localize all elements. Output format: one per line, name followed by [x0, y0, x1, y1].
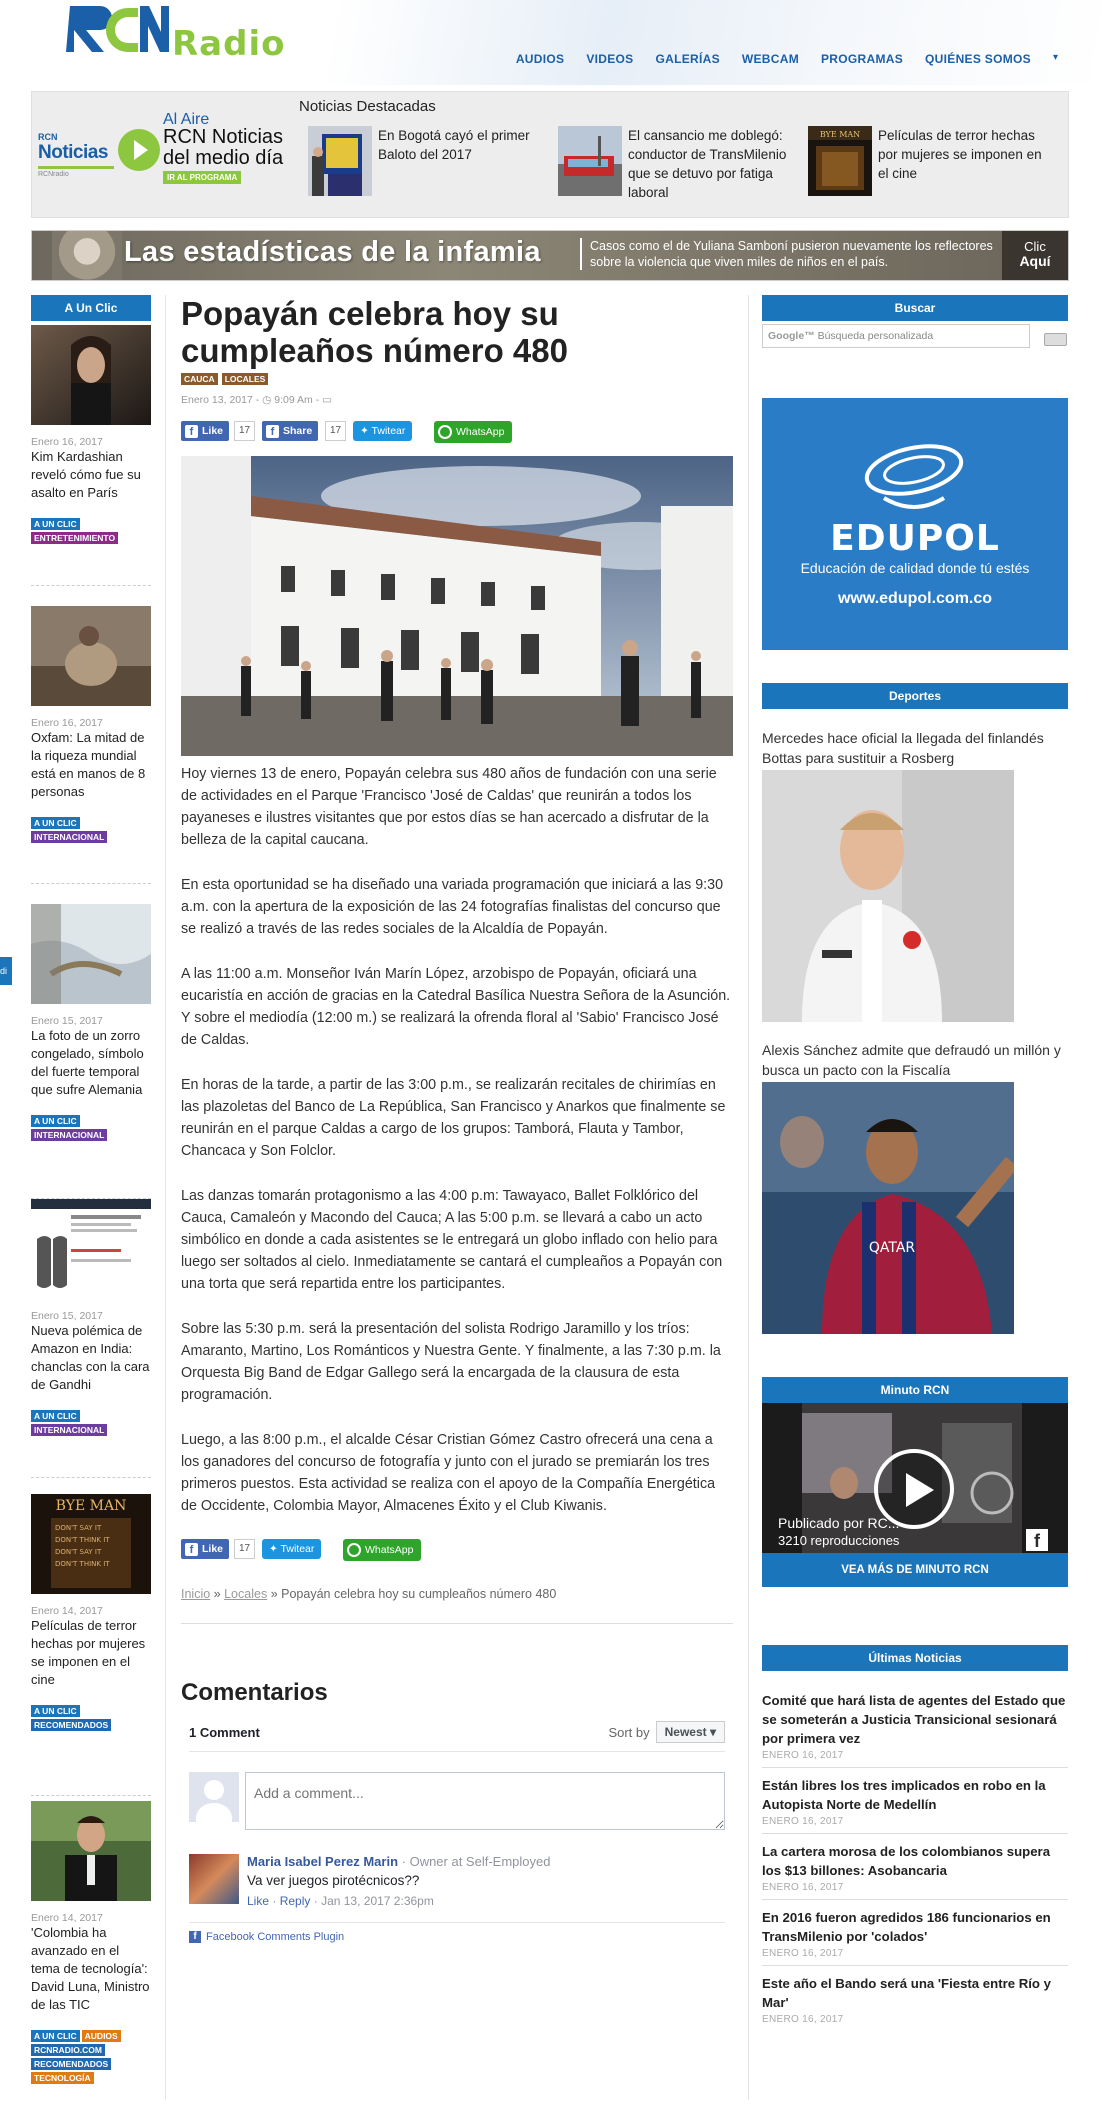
- facebook-icon: f: [185, 1543, 198, 1556]
- commenter-name[interactable]: Maria Isabel Perez Marin: [247, 1854, 399, 1869]
- ver-mas-button[interactable]: VEA MÁS DE MINUTO RCN: [762, 1553, 1068, 1587]
- featured-item[interactable]: [558, 126, 798, 198]
- fb-like-button[interactable]: f Like: [181, 1539, 229, 1559]
- tag-audios[interactable]: AUDIOS: [82, 2030, 121, 2042]
- site-header: [0, 0, 1102, 85]
- banner-cta-top: Clic: [1024, 239, 1046, 254]
- banner-cta-bottom: Aquí: [1019, 253, 1051, 269]
- tag-a-un-clic[interactable]: A UN CLIC: [31, 1705, 80, 1717]
- news-date: ENERO 16, 2017: [762, 1750, 844, 1761]
- comment-count: 1 Comment: [189, 1724, 260, 1740]
- comment-time[interactable]: Jan 13, 2017 2:36pm: [321, 1894, 434, 1908]
- brand-small: RCN: [38, 132, 58, 142]
- sports-item-title[interactable]: Alexis Sánchez admite que defraudó un millón y busca un pacto con la Fiscalía: [762, 1042, 1061, 1078]
- column-divider: [748, 295, 749, 2100]
- item-thumbnail-image: [31, 904, 151, 1004]
- tag-recomendados[interactable]: RECOMENDADOS: [31, 1719, 111, 1731]
- featured-item[interactable]: [308, 126, 548, 198]
- logo-radio-text: Radio: [172, 24, 286, 64]
- sort-label: Sort by: [608, 1724, 650, 1740]
- fb-share-button[interactable]: f Share: [262, 421, 318, 441]
- twitter-button[interactable]: ✦ Twitear: [353, 421, 412, 441]
- sort-select[interactable]: Newest ▾: [656, 1721, 725, 1743]
- edupol-logo-icon: [854, 438, 974, 518]
- featured-item-text: En Bogotá cayó el primer Baloto del 2017: [378, 128, 530, 162]
- tag-a-un-clic[interactable]: A UN CLIC: [31, 1410, 80, 1422]
- banner-photo: [52, 231, 122, 281]
- like-count: 17: [234, 421, 255, 441]
- featured-item-text: El cansancio me doblegó: conductor de TransMilenio que se detuvo por fatiga laboral: [628, 128, 787, 200]
- sports-item-image: [762, 1082, 1014, 1334]
- twitter-icon: ✦: [269, 1543, 281, 1555]
- divider: [31, 1477, 151, 1478]
- list-item[interactable]: [31, 606, 151, 843]
- article-paragraph: A las 11:00 a.m. Monseñor Iván Marín López, arzobispo de Popayán, oficiará una eucaristía en acción de gracias en la Catedral Basílica Nuestra Señora de la Asunción. Y sobre el mediodía (12:00 m.) se realizará la ofrenda floral al 'Sabio' Francisco José de Caldas.: [181, 966, 731, 1048]
- facebook-icon: f: [185, 425, 198, 438]
- clock-icon: - ◷: [255, 394, 275, 406]
- comment-text: Va ver juegos pirotécnicos??: [247, 1873, 420, 1888]
- article-date: Enero 13, 2017: [181, 394, 253, 406]
- item-date: Enero 14, 2017: [31, 1605, 103, 1617]
- minuto-rcn-widget: [762, 1377, 1068, 1587]
- nav-webcam[interactable]: WEBCAM: [741, 52, 799, 66]
- article-paragraph: En esta oportunidad se ha diseñado una variada programación que iniciará a las 9:30 a.m. con la apertura de la exposición de las 24 fotografías finalistas del concurso que se realizó a través de las redes sociales de la Alcaldía de Popayán.: [181, 877, 724, 937]
- breadcrumb: Inicio » Locales » Popayán celebra hoy su cumpleaños número 480: [181, 1587, 557, 1601]
- svg-text:DON'T SAY IT: DON'T SAY IT: [55, 1548, 102, 1556]
- video-publisher: Publicado por RC...: [778, 1515, 900, 1531]
- list-item[interactable]: [31, 1199, 151, 1436]
- article-paragraph: Luego, a las 8:00 p.m., el alcalde César Cristian Gómez Castro ofrecerá una cena a los ganadores del concurso de fotografía y junto con el jurado se premiarán los tres primeros puestos. Esta actividad se realiza con el apoyo de la Compañía Energética de Occidente, Colombia Mayor, Almacenes Éxito y el Club Kiwanis.: [181, 1432, 716, 1514]
- featured-thumb-image: [558, 126, 622, 196]
- tag-internacional[interactable]: INTERNACIONAL: [31, 831, 107, 843]
- list-item[interactable]: [762, 1966, 1068, 2031]
- comments-title: Comentarios: [181, 1679, 328, 1706]
- divider: [31, 883, 151, 884]
- item-title[interactable]: Kim Kardashian reveló cómo fue su asalto en París: [31, 449, 141, 500]
- comment-icon: - ▭: [315, 394, 333, 406]
- svg-text:DON'T THINK IT: DON'T THINK IT: [55, 1560, 110, 1568]
- ad-slogan: Educación de calidad donde tú estés: [800, 560, 1030, 576]
- svg-text:DON'T SAY IT: DON'T SAY IT: [55, 1524, 102, 1532]
- list-item[interactable]: [31, 904, 151, 1141]
- comment-reply-link[interactable]: Reply: [279, 1894, 311, 1908]
- tag-tecnologia[interactable]: TECNOLOGÍA: [31, 2072, 94, 2084]
- whatsapp-icon: [347, 1543, 361, 1557]
- news-date: ENERO 16, 2017: [762, 1882, 844, 1893]
- tag-internacional[interactable]: INTERNACIONAL: [31, 1129, 107, 1141]
- video-views: 3210 reproducciones: [778, 1533, 900, 1548]
- svg-text:BYE MAN: BYE MAN: [55, 1498, 127, 1514]
- share-count: 17: [325, 421, 346, 441]
- item-thumbnail-image: [31, 325, 151, 425]
- campaign-banner[interactable]: [31, 230, 1069, 281]
- divider: [31, 585, 151, 586]
- divider: [181, 1623, 733, 1624]
- user-avatar: [189, 1772, 239, 1822]
- breadcrumb-section[interactable]: Locales: [224, 1587, 268, 1601]
- item-title[interactable]: Oxfam: La mitad de la riqueza mundial está en manos de 8 personas: [31, 730, 146, 799]
- brand-sub: RCNradio: [38, 171, 69, 178]
- video-player[interactable]: [762, 1403, 1068, 1553]
- nav-programas[interactable]: PROGRAMAS: [821, 52, 904, 66]
- nav-galerias[interactable]: GALERÍAS: [655, 52, 720, 66]
- live-play-icon[interactable]: [118, 129, 160, 171]
- right-sidebar: [762, 295, 1068, 2025]
- share-bar-bottom: [181, 1539, 733, 1561]
- plugin-label: Facebook Comments Plugin: [206, 1931, 345, 1943]
- comment: Maria Isabel Perez Marin · Owner at Self-Employed Va ver juegos pirotécnicos?? Like · Reply · Jan 13, 2017 2:36pm: [189, 1854, 725, 1908]
- sports-item-image: [762, 770, 1014, 1022]
- sports-item[interactable]: [762, 1040, 1068, 1339]
- like-count: 17: [234, 1539, 255, 1559]
- avatar[interactable]: [189, 1854, 239, 1904]
- left-sidebar-title: A Un Clic: [31, 295, 151, 321]
- edupol-ad[interactable]: [762, 398, 1068, 650]
- item-date: Enero 16, 2017: [31, 436, 103, 448]
- list-item[interactable]: [762, 1900, 1068, 1966]
- comment-input[interactable]: [245, 1772, 725, 1830]
- news-title[interactable]: Este año el Bando será una 'Fiesta entre Río y Mar': [762, 1976, 1051, 2010]
- featured-item[interactable]: [808, 126, 1048, 198]
- news-date: ENERO 16, 2017: [762, 2014, 844, 2025]
- comment-like-link[interactable]: Like: [247, 1894, 270, 1908]
- news-title[interactable]: La cartera morosa de los colombianos supera los $13 billones: Asobancaria: [762, 1844, 1051, 1878]
- featured-title: Noticias Destacadas: [299, 98, 436, 115]
- fb-like-button[interactable]: f Like: [181, 421, 229, 441]
- nav-quienes-somos[interactable]: QUIÉNES SOMOS: [925, 52, 1031, 66]
- facebook-icon[interactable]: f: [1026, 1529, 1048, 1551]
- list-item[interactable]: [31, 1494, 151, 1731]
- search-input[interactable]: [762, 324, 1030, 348]
- news-title[interactable]: En 2016 fueron agredidos 186 funcionarios en TransMilenio por 'colados': [762, 1910, 1051, 1944]
- list-item[interactable]: [762, 1768, 1068, 1834]
- svg-text:BYE MAN: BYE MAN: [819, 130, 861, 139]
- sports-item[interactable]: [762, 728, 1068, 1027]
- nav-audios[interactable]: AUDIOS: [515, 52, 565, 66]
- tag-rcnradio[interactable]: RCNRADIO.COM: [31, 2044, 105, 2056]
- news-date: ENERO 16, 2017: [762, 1816, 844, 1827]
- item-thumbnail-image: [31, 1494, 151, 1594]
- banner-subtitle: Casos como el de Yuliana Samboní pusieron nuevamente los reflectores sobre la violencia que viven miles de niños en el país.: [580, 238, 1000, 270]
- list-item[interactable]: [31, 325, 151, 544]
- whatsapp-button[interactable]: WhatsApp: [343, 1539, 421, 1561]
- banner-cta-button[interactable]: [1002, 231, 1068, 281]
- featured-item-text: Películas de terror hechas por mujeres se imponen en el cine: [878, 128, 1042, 181]
- featured-thumb-image: [808, 126, 872, 196]
- item-title[interactable]: Películas de terror hechas por mujeres se imponen en el cine: [31, 1618, 146, 1687]
- ad-url: www.edupol.com.co: [837, 590, 993, 607]
- twitter-icon: ✦: [360, 425, 372, 437]
- category-tag[interactable]: CAUCA: [181, 373, 218, 385]
- article-hero-image: [181, 456, 733, 756]
- item-thumbnail-image: [31, 606, 151, 706]
- search-title: Buscar: [762, 295, 1068, 321]
- live-featured-box: [31, 91, 1069, 218]
- article-paragraph: Las danzas tomarán protagonismo a las 4:00 p.m: Tawayaco, Ballet Folklórico del Cauca, Camaleón y Macondo del Cauca; A las 5:00 p.m. se llevará a cabo un acto simbólico en donde a cada asistentes se le entregará un globo inflado con helio para luego ser soltados al cielo. Inmediatamente se cantará el cumpleaños a Popayán con una torta que será repartida entre los participantes.: [181, 1188, 723, 1292]
- news-title[interactable]: Comité que hará lista de agentes del Estado que se someterán a Justicia Transicional sesionará por primera vez: [762, 1693, 1066, 1746]
- item-title[interactable]: 'Colombia ha avanzado en el tema de tecnología': David Luna, Ministro de las TIC: [31, 1925, 150, 2012]
- nav-more-icon[interactable]: ▾: [1052, 52, 1058, 63]
- twitter-button[interactable]: ✦ Twitear: [262, 1539, 321, 1559]
- article-title: Popayán celebra hoy su cumpleaños número 480: [181, 295, 568, 369]
- article-time: 9:09 Am: [274, 394, 313, 406]
- banner-title: Las estadísticas de la infamia: [124, 236, 541, 268]
- svg-text:QATAR: QATAR: [868, 1240, 916, 1256]
- search-placeholder: Búsqueda personalizada: [817, 330, 934, 342]
- article-paragraph: Sobre las 5:30 p.m. será la presentación del solista Rodrigo Jaramillo y los tríos: Amaranto, Martino, Los Románticos y Nuestra Gente. Y finalmente, a las 7:30 p.m. la Orquesta Big Band de Edgar Gallego será la encargada de la clausura de esta programación.: [181, 1321, 721, 1403]
- tag-internacional[interactable]: INTERNACIONAL: [31, 1424, 107, 1436]
- tag-a-un-clic[interactable]: A UN CLIC: [31, 2030, 80, 2042]
- rcn-noticias-logo[interactable]: [38, 132, 114, 187]
- divider: [31, 1795, 151, 1796]
- tag-entretenimiento[interactable]: ENTRETENIMIENTO: [31, 532, 118, 544]
- fb-comments-widget: [189, 1715, 725, 1943]
- search-box: [762, 324, 1068, 350]
- breadcrumb-home[interactable]: Inicio: [181, 1587, 211, 1601]
- list-item[interactable]: [31, 1801, 151, 2084]
- item-date: Enero 15, 2017: [31, 1310, 103, 1322]
- list-item[interactable]: [762, 1683, 1068, 1768]
- category-tag[interactable]: LOCALES: [222, 373, 269, 385]
- featured-thumb-image: [308, 126, 372, 196]
- column-divider: [165, 295, 166, 2100]
- item-date: Enero 16, 2017: [31, 717, 103, 729]
- live-cta-button[interactable]: IR AL PROGRAMA: [163, 171, 241, 184]
- article-meta: [181, 394, 733, 406]
- item-title[interactable]: La foto de un zorro congelado, símbolo del fuerte temporal que sufre Alemania: [31, 1028, 144, 1097]
- facebook-icon: f: [189, 1931, 201, 1943]
- latest-news-title: Últimas Noticias: [762, 1645, 1068, 1671]
- sports-item-title[interactable]: Mercedes hace oficial la llegada del finlandés Bottas para sustituir a Rosberg: [762, 730, 1044, 766]
- item-thumbnail-image: [31, 1801, 151, 1901]
- facebook-icon: f: [266, 425, 279, 438]
- search-button[interactable]: [1044, 333, 1067, 346]
- rcn-logo-icon: [66, 0, 170, 58]
- whatsapp-button[interactable]: WhatsApp: [434, 421, 512, 443]
- news-title[interactable]: Están libres los tres implicados en robo en la Autopista Norte de Medellín: [762, 1778, 1046, 1812]
- ad-name: EDUPOL: [830, 518, 1000, 559]
- article-paragraph: En horas de la tarde, a partir de las 3:00 p.m., se realizarán recitales de chirimías en las plazoletas del Banco de La República, San Francisco y Anarkos que finalmente se reunirán en el parque Caldas a cargo de los grupos: Tamborá, Flauta y Tambor, Chancaca y Son Folclor.: [181, 1077, 726, 1159]
- commenter-role: · Owner at Self-Employed: [401, 1854, 551, 1869]
- item-date: Enero 15, 2017: [31, 1015, 103, 1027]
- site-logo[interactable]: [66, 0, 326, 62]
- latest-news: [762, 1645, 1068, 2031]
- left-sidebar: [31, 295, 151, 2095]
- nav-videos[interactable]: VIDEOS: [586, 52, 634, 66]
- minuto-title: Minuto RCN: [762, 1377, 1068, 1403]
- google-logo: Google™: [768, 330, 815, 342]
- main-nav: [516, 52, 1058, 66]
- tag-a-un-clic[interactable]: A UN CLIC: [31, 518, 80, 530]
- breadcrumb-current: Popayán celebra hoy su cumpleaños número 480: [281, 1587, 557, 1601]
- list-item[interactable]: [762, 1834, 1068, 1900]
- item-title[interactable]: Nueva polémica de Amazon en India: chanclas con la cara de Gandhi: [31, 1323, 150, 1392]
- brand-big: Noticias: [38, 142, 108, 163]
- article-paragraph: Hoy viernes 13 de enero, Popayán celebra sus 480 años de fundación con una serie de actividades en el Parque 'Francisco 'José de Caldas' que reunirán a todos los payaneses e ilustres visitantes que por estos días se han acercado a disfrutar de la belleza de la capital caucana.: [181, 766, 717, 848]
- fb-plugin-footer[interactable]: [189, 1922, 725, 1943]
- tag-recomendados[interactable]: RECOMENDADOS: [31, 2058, 111, 2070]
- svg-text:DON'T THINK IT: DON'T THINK IT: [55, 1536, 110, 1544]
- whatsapp-icon: [438, 425, 452, 439]
- tag-a-un-clic[interactable]: A UN CLIC: [31, 817, 80, 829]
- deportes-title: Deportes: [762, 683, 1068, 709]
- tag-a-un-clic[interactable]: A UN CLIC: [31, 1115, 80, 1127]
- item-thumbnail-image: [31, 1199, 151, 1299]
- share-bar: [181, 421, 733, 443]
- item-date: Enero 14, 2017: [31, 1912, 103, 1924]
- edge-tab[interactable]: di: [0, 957, 12, 985]
- article: [181, 295, 733, 1943]
- on-air-label: Al Aire: [163, 111, 210, 128]
- brand-line: [38, 166, 114, 169]
- news-date: ENERO 16, 2017: [762, 1948, 844, 1959]
- live-show-title[interactable]: RCN Noticias del medio día: [163, 126, 284, 169]
